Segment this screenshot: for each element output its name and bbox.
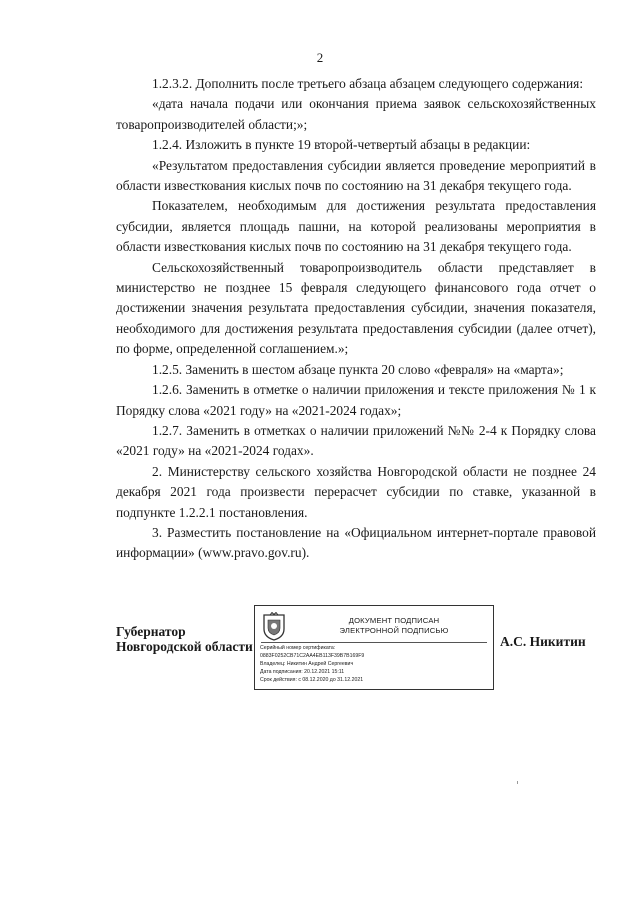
document-body (116, 74, 596, 564)
page-number: 2 (316, 50, 324, 65)
paragraph: «дата начала подачи или окончания приема заявок сельскохозяйственных товаропроизводителей области;»; (116, 96, 596, 132)
electronic-signature-stamp (254, 605, 494, 690)
signatory-position (116, 624, 253, 654)
certificate-label: Серийный номер сертификата: (260, 645, 336, 651)
validity-period: Срок действия: с 08.12.2020 до 31.12.2021 (260, 677, 364, 684)
signatory-name: А.С. Никитин (500, 634, 586, 649)
signatory-title-line: Новгородской области (116, 639, 253, 654)
coat-of-arms-icon (261, 612, 287, 642)
paragraph: 1.2.5. Заменить в шестом абзаце пункта 20 слово «февраля» на «марта»; (152, 361, 564, 377)
paragraph: 1.2.4. Изложить в пункте 19 второй-четвертый абзацы в редакции: (152, 137, 531, 153)
scan-artifact (517, 781, 518, 784)
stamp-title: ДОКУМЕНТ ПОДПИСАН ЭЛЕКТРОННОЙ ПОДПИСЬЮ (339, 616, 449, 635)
signing-date: Дата подписания: 20.12.2021 15:11 (260, 669, 345, 676)
paragraph: 1.2.7. Заменить в отметках о наличии приложений №№ 2-4 к Порядку слова «2021 году» на «2021-2024 годах». (116, 422, 596, 459)
stamp-divider (261, 642, 487, 643)
certificate-number: 0883F0252CB71C2AA4EB113F39B7B169F9 (260, 653, 365, 660)
paragraph: Сельскохозяйственный товаропроизводитель области представляет в министерство не позднее 15 февраля следующего финансового года отчет о достижении значения результата предоставления субсидии, значения показателя, необходимого для достижения результата предоставления субсидии (далее отчет), по форме, определенной соглашением.»; (116, 259, 596, 357)
signatory-title-line: Губернатор (116, 624, 186, 639)
paragraph: 2. Министерству сельского хозяйства Новгородской области не позднее 24 декабря 2021 года произвести перерасчет субсидии по ставке, указанной в подпункте 1.2.2.1 постановления. (116, 463, 596, 520)
certificate-owner: Владелец: Никитин Андрей Сергеевич (260, 661, 354, 668)
paragraph: «Результатом предоставления субсидии является проведение мероприятий в области известкования кислых почв по состоянию на 31 декабря текущего года. (116, 157, 596, 194)
paragraph: Показателем, необходимым для достижения результата предоставления субсидии, является площадь пашни, на которой реализованы мероприятия в области известкования кислых почв по состоянию на 31 декабря текущего года. (116, 198, 596, 255)
paragraph: 3. Разместить постановление на «Официальном интернет-портале правовой информации» (www.pravo.gov.ru). (116, 524, 596, 561)
paragraph: 1.2.3.2. Дополнить после третьего абзаца абзацем следующего содержания: (152, 76, 584, 91)
stamp-details (260, 644, 492, 684)
paragraph: 1.2.6. Заменить в отметке о наличии приложения и тексте приложения № 1 к Порядку слова «2021 году» на «2021-2024 годах»; (116, 382, 596, 418)
